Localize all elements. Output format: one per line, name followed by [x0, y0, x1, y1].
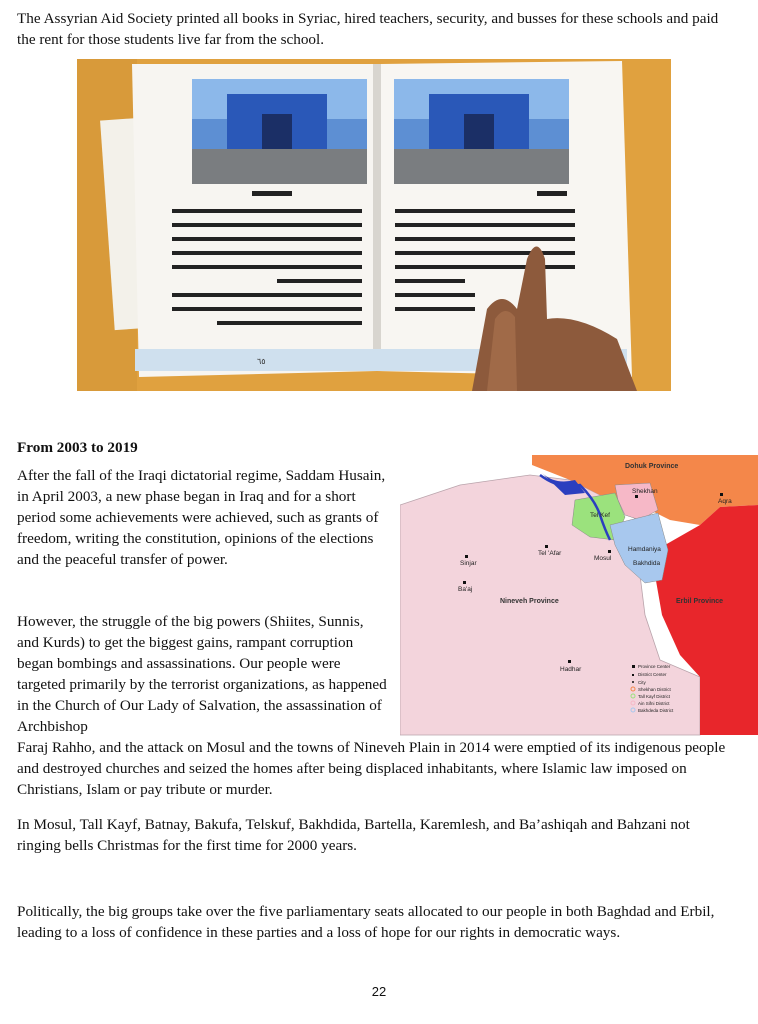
legend-tall-kayf-district: Tall Kayf District [638, 694, 671, 699]
map-label-mosul: Mosul [594, 555, 612, 562]
map-label-tel-afar: Tel 'Afar [538, 550, 562, 557]
legend-ain-sifni-district: Ain Sifni District [638, 701, 670, 706]
legend-shekhan-district: Shekhan District [638, 687, 671, 692]
map-label-shekhan: Shekhan [632, 488, 658, 495]
section-heading: From 2003 to 2019 [17, 439, 138, 456]
nineveh-map [400, 455, 758, 737]
map-label-bakhdida: Bakhdida [633, 560, 661, 567]
paragraph-regime-fall: After the fall of the Iraqi dictatorial regime, Saddam Husain, in April 2003, a new phase began in Iraq and for a short period some achievements were achieved, such as grants of freedom, writing the constitution, opinions of the elections and the peaceful transfer of power. [17, 467, 386, 568]
legend-province-center: Province Center [638, 664, 671, 669]
map-label-tel-kef: Tel Kef [590, 512, 610, 519]
map-label-dohuk: Dohuk Province [625, 463, 679, 470]
paragraph-mosul-attack: Faraj Rahho, and the attack on Mosul and the towns of Nineveh Plain in 2014 were emptied of its indigenous people and destroyed churches and seized the homes after being displaced inhabitants, where Islamic law imposed on Christians, Islam or pay tribute or murder. [17, 739, 726, 798]
legend-bakhdeda-district: Bakhdeda District [638, 708, 674, 713]
map-label-aqra: Aqra [718, 498, 732, 505]
map-label-baaj: Ba'aj [458, 586, 473, 593]
syriac-textbook-photo [77, 59, 671, 391]
paragraph-power-struggle: However, the struggle of the big powers (Shiites, Sunnis, and Kurds) to get the biggest gains, rampant corruption began bombings and assassinations. Our people were targeted primarily by the terrorist organizations, as happened in the Church of Our Lady of Salvation, the assassination of Archbishop [17, 613, 387, 735]
map-label-erbil: Erbil Province [676, 598, 724, 605]
book-page-number: ٦٥ [257, 357, 266, 366]
legend-city: City [638, 680, 646, 685]
paragraph-towns: In Mosul, Tall Kayf, Batnay, Bakufa, Telskuf, Bakhdida, Bartella, Karemlesh, and Ba’ashiqah and Bahzani not ringing bells Christmas for the first time for 2000 years. [17, 816, 690, 854]
map-label-hamdaniya: Hamdaniya [628, 546, 661, 553]
legend-district-center: District Center [638, 672, 667, 677]
paragraph-politics: Politically, the big groups take over the five parliamentary seats allocated to our people in both Baghdad and Erbil, leading to a loss of confidence in these parties and a loss of hope for our rights in democratic ways. [17, 903, 715, 941]
map-label-sinjar: Sinjar [460, 560, 477, 567]
map-label-hadhar: Hadhar [560, 666, 582, 673]
intro-paragraph: The Assyrian Aid Society printed all books in Syriac, hired teachers, security, and busses for these schools and paid the rent for those students live far from the school. [17, 10, 719, 48]
map-label-nineveh: Nineveh Province [500, 598, 559, 605]
page-number: 22 [371, 984, 387, 999]
